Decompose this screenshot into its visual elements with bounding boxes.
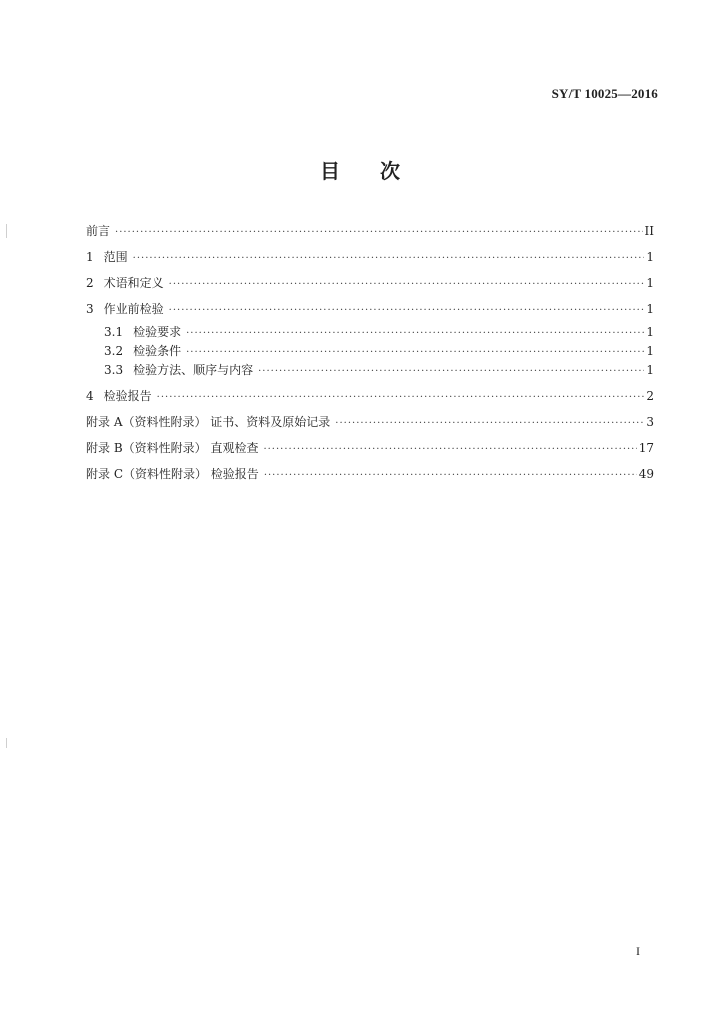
toc-entry-page: 2	[646, 389, 654, 403]
toc-entry-2[interactable]	[86, 274, 654, 293]
toc-entry-page: 1	[646, 302, 654, 316]
toc-entry-page: 1	[646, 250, 654, 264]
toc-entry-foreword[interactable]	[86, 222, 654, 241]
toc-entry-number: 3	[86, 302, 94, 316]
toc-entry-page: 1	[646, 344, 654, 358]
toc-leader-dots	[258, 362, 644, 381]
toc-leader-dots	[169, 275, 644, 294]
toc-entry-label: 附录 B（资料性附录） 直观检查	[86, 441, 259, 455]
scan-speck	[6, 738, 7, 748]
toc-entry-label: 检验条件	[133, 344, 182, 358]
toc-entry-page: 1	[646, 325, 654, 339]
toc-entry-appendix-a[interactable]	[86, 413, 654, 432]
toc-leader-dots	[133, 249, 644, 268]
toc-entry-page: 17	[638, 441, 654, 455]
table-of-contents	[86, 222, 654, 484]
toc-heading-char-1: 目	[320, 159, 340, 183]
page-number: I	[636, 944, 640, 958]
toc-entry-3-2[interactable]	[86, 342, 654, 361]
toc-entry-3-3[interactable]	[86, 361, 654, 380]
toc-entry-label: 术语和定义	[103, 276, 164, 290]
toc-entry-page: 1	[646, 363, 654, 377]
toc-entry-page: 3	[646, 415, 654, 429]
toc-leader-dots	[169, 301, 644, 320]
toc-leader-dots	[115, 223, 643, 242]
toc-heading	[0, 155, 720, 184]
toc-leader-dots	[264, 466, 637, 485]
toc-entry-label: 附录 C（资料性附录） 检验报告	[86, 467, 259, 481]
toc-entry-number: 3.2	[104, 344, 124, 358]
toc-leader-dots	[186, 343, 644, 362]
toc-heading-char-2: 次	[380, 159, 400, 183]
toc-entry-number: 3.3	[104, 363, 124, 377]
standard-code: SY/T 10025—2016	[551, 86, 658, 101]
scan-speck	[6, 224, 7, 238]
toc-leader-dots	[186, 324, 644, 343]
toc-entry-label: 检验要求	[133, 325, 182, 339]
toc-entry-page: II	[644, 224, 654, 238]
toc-entry-3[interactable]	[86, 300, 654, 319]
toc-entry-label: 检验报告	[103, 389, 152, 403]
toc-entry-appendix-b[interactable]	[86, 439, 654, 458]
toc-entry-label: 检验方法、顺序与内容	[133, 363, 254, 377]
toc-entry-page: 1	[646, 276, 654, 290]
toc-entry-number: 4	[86, 389, 94, 403]
toc-entry-label: 范围	[103, 250, 128, 264]
toc-leader-dots	[335, 414, 644, 433]
toc-entry-number: 1	[86, 250, 94, 264]
toc-leader-dots	[157, 388, 644, 407]
toc-entry-label: 前言	[86, 224, 111, 238]
toc-entry-appendix-c[interactable]	[86, 465, 654, 484]
toc-entry-label: 附录 A（资料性附录） 证书、资料及原始记录	[86, 415, 331, 429]
toc-leader-dots	[263, 440, 636, 459]
toc-entry-number: 3.1	[104, 325, 124, 339]
toc-entry-page: 49	[638, 467, 654, 481]
toc-entry-1[interactable]	[86, 248, 654, 267]
toc-entry-number: 2	[86, 276, 94, 290]
toc-entry-label: 作业前检验	[103, 302, 164, 316]
toc-entry-4[interactable]	[86, 387, 654, 406]
toc-entry-3-1[interactable]	[86, 323, 654, 342]
